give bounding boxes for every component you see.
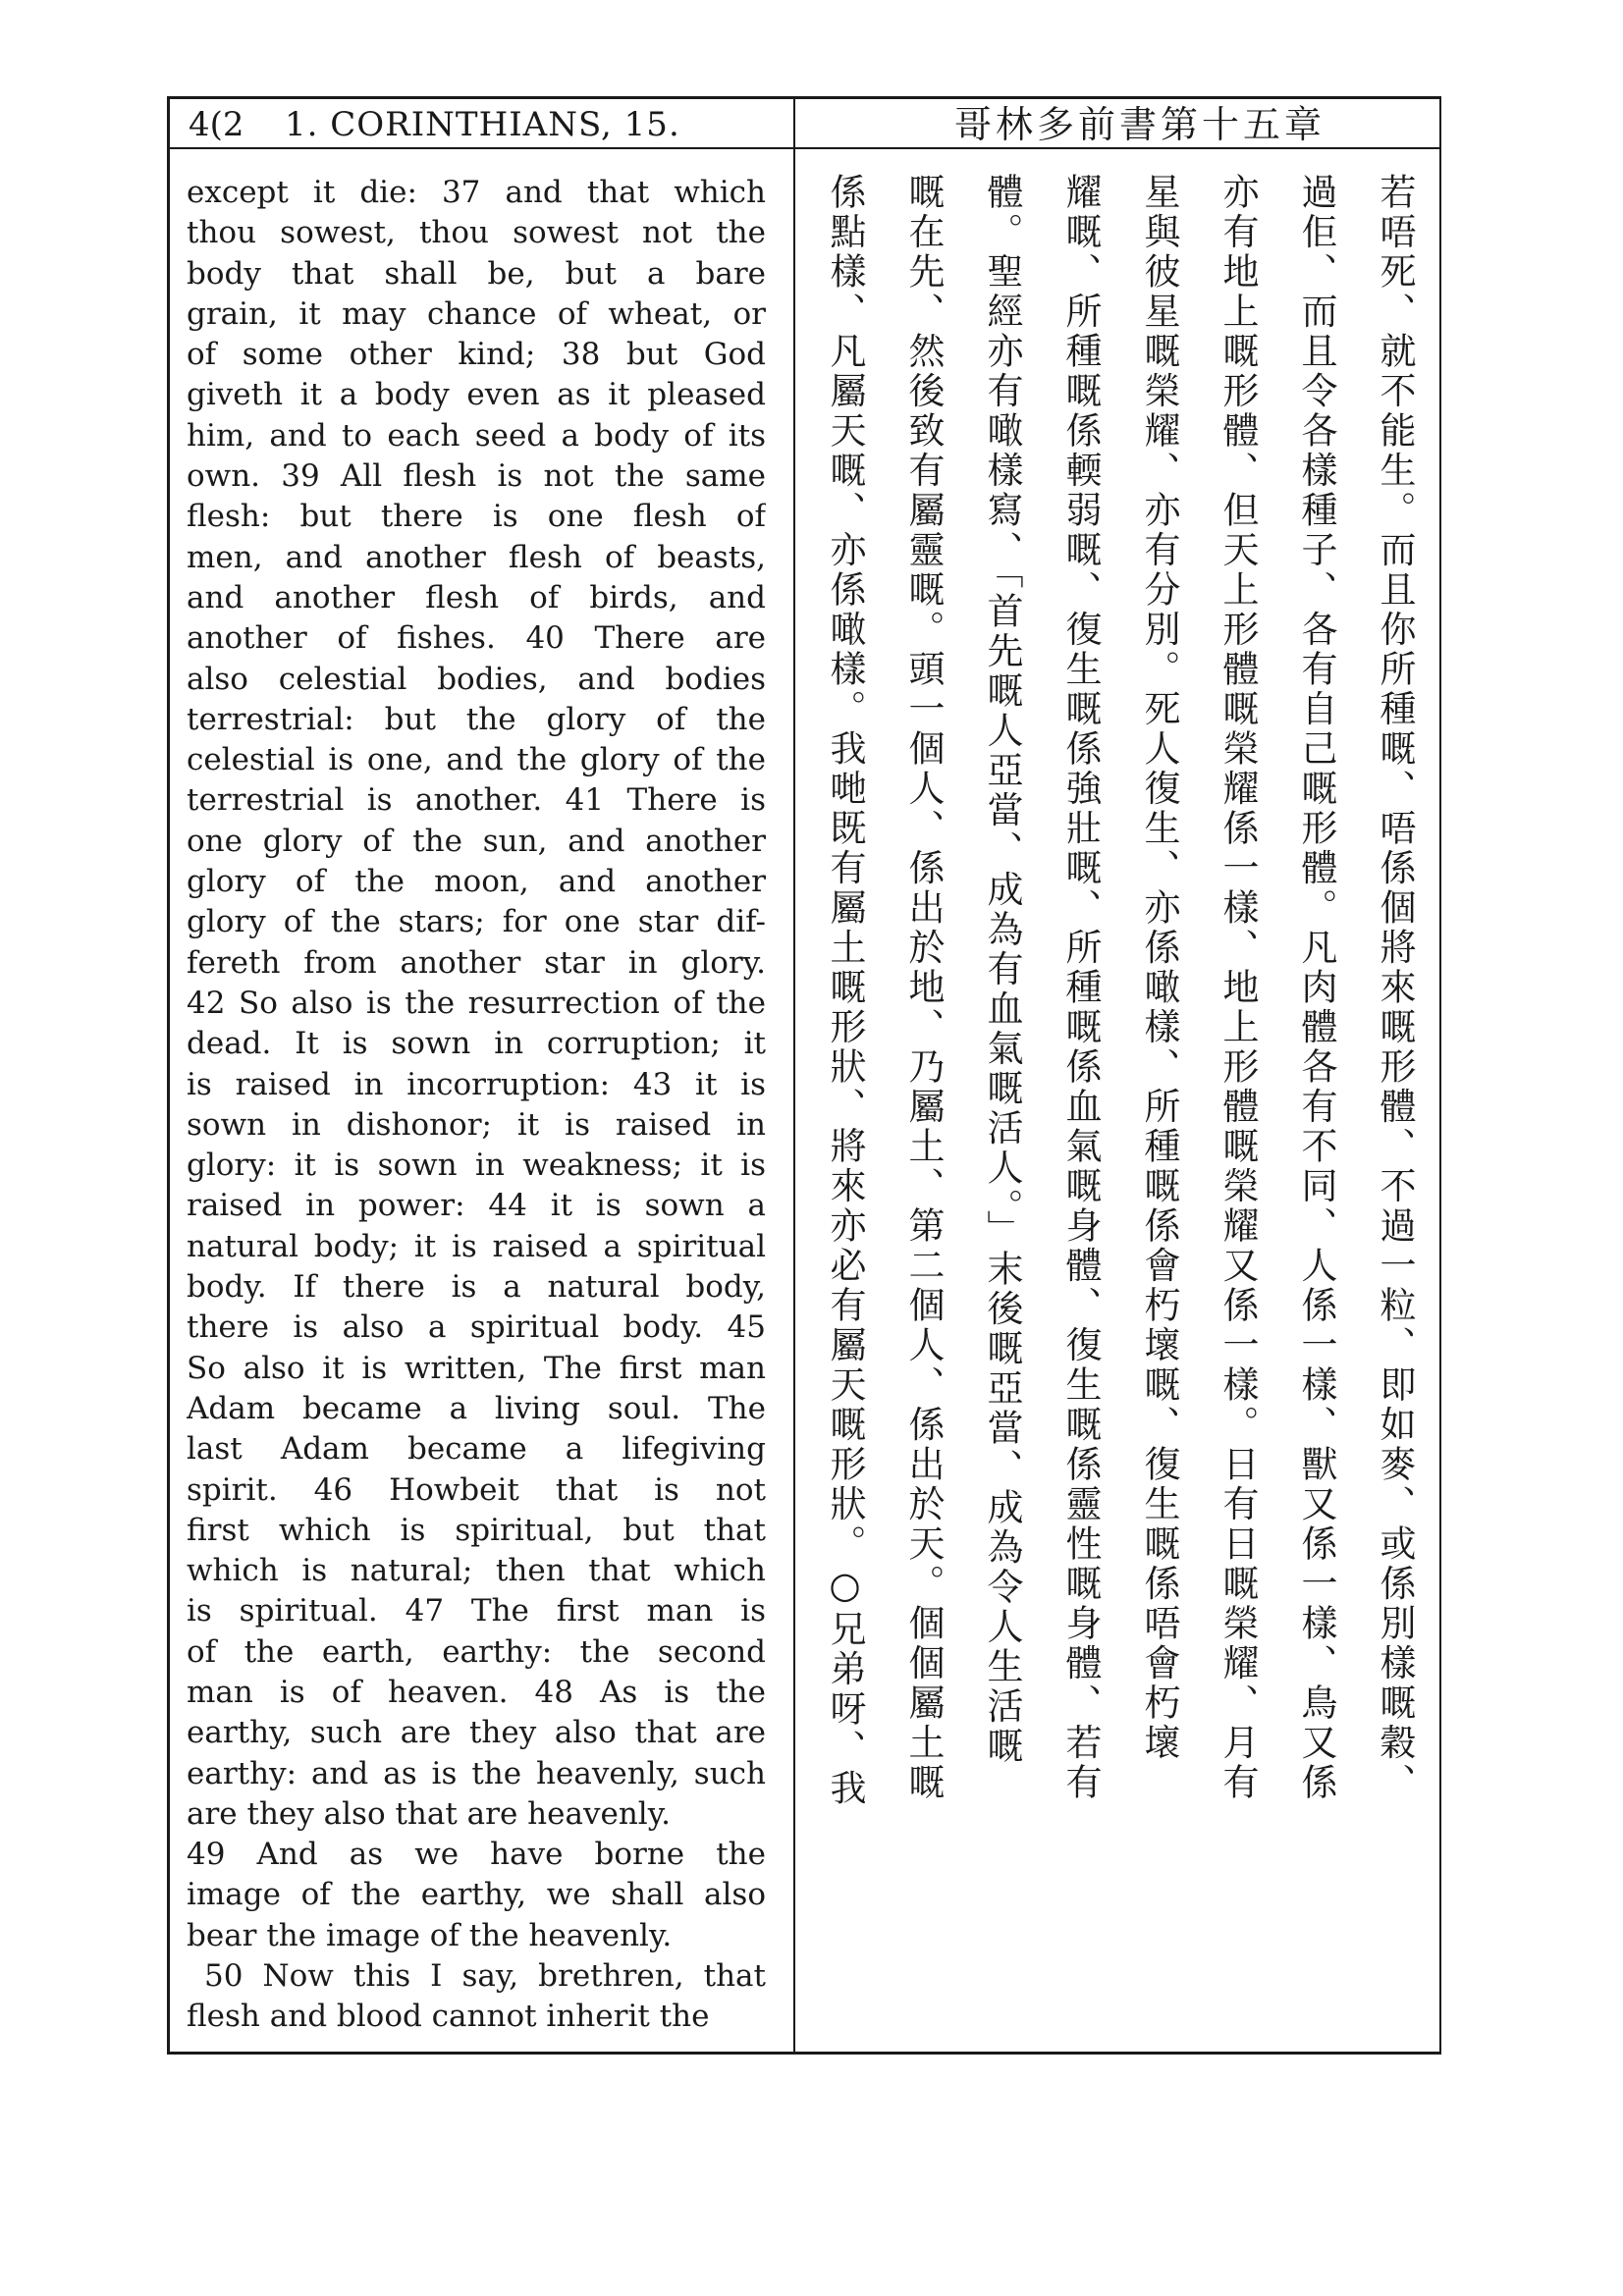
column-divider-line bbox=[793, 96, 795, 2055]
english-line: body. If there is a natural body, bbox=[187, 1269, 766, 1306]
page-number: 4(2 bbox=[189, 105, 244, 144]
english-line: terrestrial is another. 41 There is bbox=[187, 782, 766, 819]
english-line: flesh and blood cannot inherit the bbox=[187, 1999, 710, 2035]
english-line: is raised in incorruption: 43 it is bbox=[187, 1066, 766, 1102]
english-line: glory of the stars; for one star dif- bbox=[187, 904, 766, 940]
english-line: another of fishes. 40 There are bbox=[187, 620, 766, 657]
left-border-line bbox=[167, 96, 170, 2055]
running-title: 1. CORINTHIANS, 15. bbox=[285, 105, 680, 144]
english-line: dead. It is sown in corruption; it bbox=[187, 1026, 766, 1062]
english-line: of the earth, earthy: the second bbox=[187, 1633, 766, 1670]
english-line: man is of heaven. 48 As is the bbox=[187, 1674, 766, 1710]
english-line: sown in dishonor; it is raised in bbox=[187, 1106, 766, 1143]
english-line: image of the earthy, we shall also bbox=[187, 1877, 766, 1913]
english-line: body that shall be, but a bare bbox=[187, 255, 766, 292]
english-line: first which is spiritual, but that bbox=[187, 1512, 766, 1548]
chinese-column: 過佢、而且令各樣種子、各有自己嘅形體。凡肉體各有不同、人係一樣、獸又係一樣、鳥又係 bbox=[1295, 173, 1337, 1803]
chinese-text-column bbox=[800, 173, 1434, 2018]
english-line: spirit. 46 Howbeit that is not bbox=[187, 1471, 766, 1508]
chinese-column: 係點樣、凡屬天嘅、亦係噉樣。我哋既有屬土嘅形狀、將來亦必有屬天嘅形狀。○兄弟呀、我 bbox=[824, 173, 866, 1809]
english-line: Adam became a living soul. The bbox=[187, 1390, 766, 1426]
chinese-running-title: 哥林多前書第十五章 bbox=[954, 103, 1326, 146]
english-line: 42 So also is the resurrection of the bbox=[187, 985, 766, 1021]
english-line: thou sowest, thou sowest not the bbox=[187, 215, 766, 251]
english-line: own. 39 All flesh is not the same bbox=[187, 458, 766, 495]
english-line: there is also a spiritual body. 45 bbox=[187, 1309, 766, 1346]
english-line: except it die: 37 and that which bbox=[187, 175, 766, 210]
english-line: is spiritual. 47 The first man is bbox=[187, 1593, 766, 1629]
english-line: also celestial bodies, and bodies bbox=[187, 661, 766, 697]
english-line: one glory of the sun, and another bbox=[187, 823, 766, 859]
english-line: raised in power: 44 it is sown a bbox=[187, 1188, 766, 1224]
english-line: last Adam became a lifegiving bbox=[187, 1431, 766, 1468]
chinese-column: 亦有地上嘅形體、但天上形體嘅榮耀係一樣、地上形體嘅榮耀又係一樣。日有日嘅榮耀、月有 bbox=[1217, 173, 1259, 1803]
english-line: earthy, such are they also that are bbox=[187, 1715, 766, 1751]
english-line: which is natural; then that which bbox=[187, 1553, 766, 1589]
english-line: flesh: but there is one flesh of bbox=[187, 499, 766, 535]
english-line: of some other kind; 38 but God bbox=[187, 337, 766, 373]
english-line: him, and to each seed a body of its bbox=[187, 417, 766, 454]
english-line: giveth it a body even as it pleased bbox=[187, 377, 766, 413]
english-line: and another flesh of birds, and bbox=[187, 579, 766, 615]
header-divider-line bbox=[167, 147, 1439, 149]
english-line: celestial is one, and the glory of the bbox=[187, 742, 766, 778]
english-line: earthy: and as is the heavenly, such bbox=[187, 1755, 766, 1791]
bottom-border-line bbox=[167, 2052, 1439, 2055]
chinese-column: 嘅在先、然後致有屬靈嘅。頭一個人、係出於地、乃屬土、第二個人、係出於天。個個屬土嘅 bbox=[902, 173, 945, 1803]
english-line: 49 And as we have borne the bbox=[187, 1837, 766, 1873]
english-line: fereth from another star in glory. bbox=[187, 944, 766, 981]
chinese-column: 耀嘅、所種嘅係輭弱嘅、復生嘅係強壯嘅、所種嘅係血氣嘅身體、復生嘅係靈性嘅身體、若有 bbox=[1059, 173, 1102, 1803]
top-border-line bbox=[167, 96, 1439, 99]
english-line: are they also that are heavenly. bbox=[187, 1795, 671, 1832]
english-line: bear the image of the heavenly. bbox=[187, 1917, 673, 1953]
chinese-column: 星與彼星嘅榮耀、亦有分別。死人復生、亦係噉樣、所種嘅係會朽壞嘅、復生嘅係唔會朽壞 bbox=[1138, 173, 1180, 1763]
english-line: men, and another flesh of beasts, bbox=[187, 539, 766, 575]
english-line: So also it is written, The first man bbox=[187, 1350, 766, 1386]
english-text-column bbox=[187, 173, 766, 2038]
chinese-column: 若唔死、就不能生。而且你所種嘅、唔係個將來嘅形體、不過一粒、即如麥、或係別樣嘅穀、 bbox=[1374, 173, 1416, 1803]
english-line: glory: it is sown in weakness; it is bbox=[187, 1148, 766, 1184]
right-border-line bbox=[1439, 96, 1441, 2055]
english-line: natural body; it is raised a spiritual bbox=[187, 1228, 766, 1264]
english-line: 50 Now this I say, brethren, that bbox=[204, 1958, 766, 1995]
english-line: terrestrial: but the glory of the bbox=[187, 701, 766, 737]
english-line: glory of the moon, and another bbox=[187, 864, 766, 900]
chinese-column: 體。聖經亦有噉樣寫、「首先嘅人亞當、成為有血氣嘅活人。」末後嘅亞當、成為令人生活嘅 bbox=[981, 173, 1023, 1767]
english-line: grain, it may chance of wheat, or bbox=[187, 295, 766, 332]
